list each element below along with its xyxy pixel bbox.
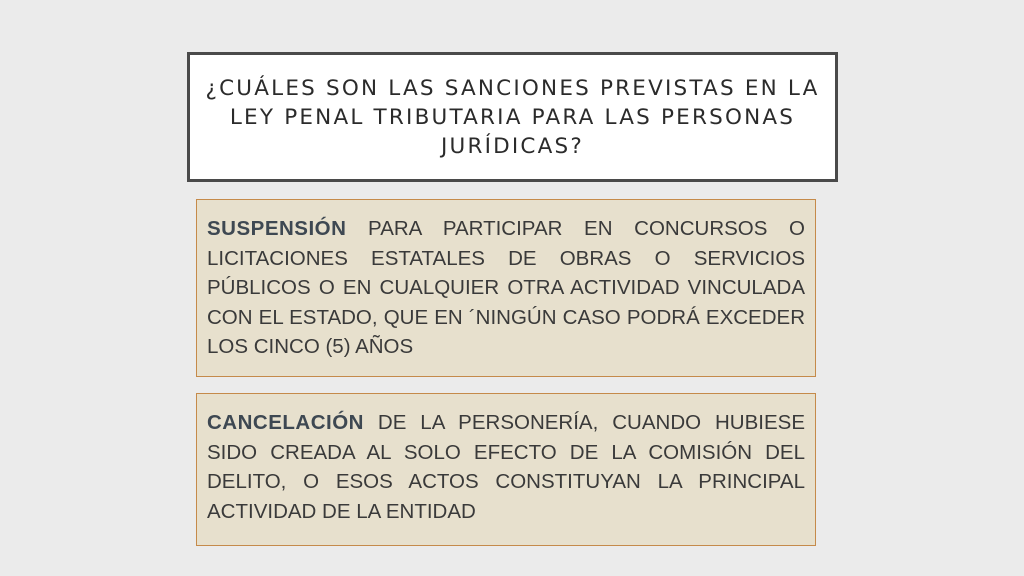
sanction-text xyxy=(207,214,805,362)
sanction-card-suspension xyxy=(196,199,816,377)
sanction-keyword: SUSPENSIÓN xyxy=(207,217,347,240)
slide-title: ¿CUÁLES SON LAS SANCIONES PREVISTAS EN LA LEY PENAL TRIBUTARIA PARA LAS PERSONAS JURÍDICAS? xyxy=(205,75,820,159)
sanction-text xyxy=(207,408,805,526)
sanction-card-cancelacion xyxy=(196,393,816,546)
sanction-description: DE LA PERSONERÍA, CUANDO HUBIESE SIDO CREADA AL SOLO EFECTO DE LA COMISIÓN DEL DELITO, O ESOS ACTOS CONSTITUYAN LA PRINCIPAL ACTIVIDAD DE LA ENTIDAD xyxy=(207,411,805,523)
sanction-description: PARA PARTICIPAR EN CONCURSOS O LICITACIONES ESTATALES DE OBRAS O SERVICIOS PÚBLICOS O EN CUALQUIER OTRA ACTIVIDAD VINCULADA CON EL ESTADO, QUE EN ´NINGÚN CASO PODRÁ EXCEDER LOS CINCO (5) AÑOS xyxy=(207,217,805,358)
sanction-keyword: CANCELACIÓN xyxy=(207,411,364,434)
title-box xyxy=(187,52,838,182)
